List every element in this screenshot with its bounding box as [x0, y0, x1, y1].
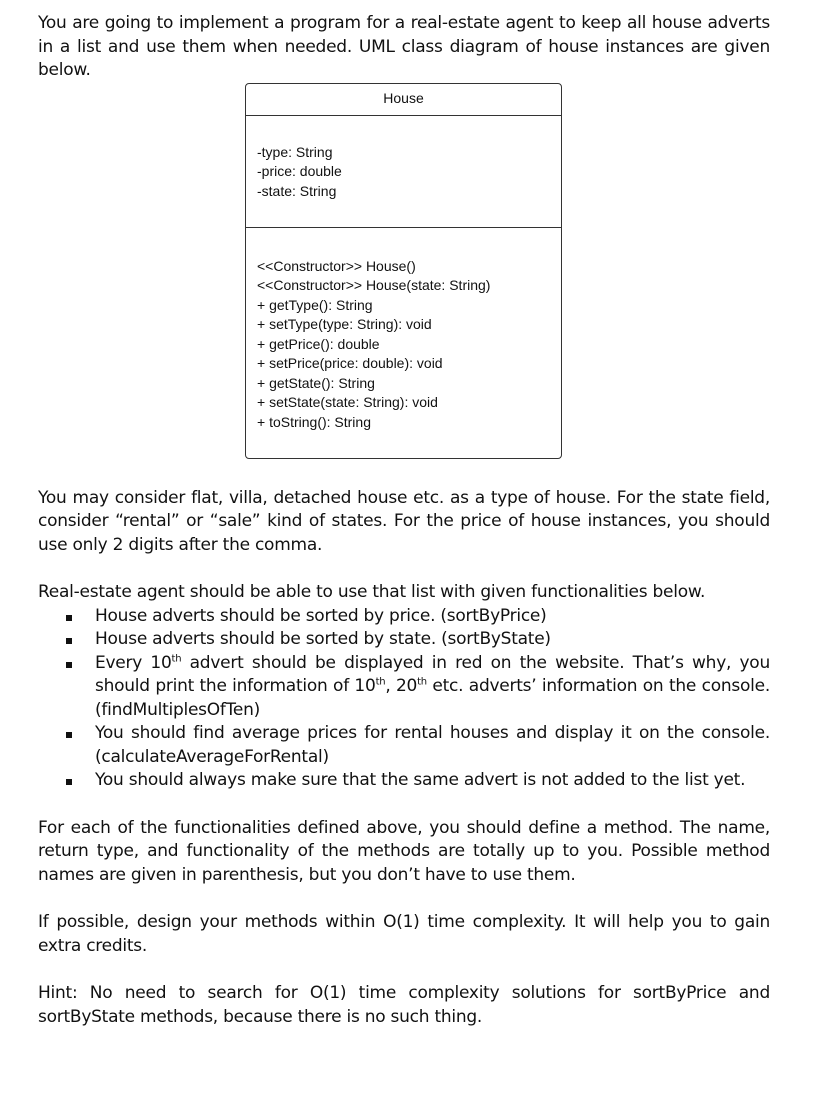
- square-bullet-icon: [66, 638, 72, 644]
- list-item: [38, 605, 770, 629]
- methods-paragraph: For each of the functionalities defined above, you should define a method. The name, return type, and functionality of the methods are totally up to you. Possible method names are given in parenthesis, but you don’t have to use them.: [38, 817, 770, 885]
- ordinal-suffix: th: [417, 676, 427, 688]
- text-part: advert should be displayed in red on the website. That’s why, you should print the information of 10: [95, 652, 770, 696]
- list-intro-paragraph: Real-estate agent should be able to use that list with given functionalities below.: [38, 582, 706, 602]
- square-bullet-icon: [66, 662, 72, 668]
- uml-attribute: -price: double: [257, 163, 342, 179]
- text-part: , 20: [385, 676, 418, 696]
- uml-operation: + toString(): String: [257, 413, 371, 430]
- ordinal-suffix: th: [171, 652, 182, 664]
- list-item-text: You should find average prices for rental houses and display it on the console. (calculateAverageForRental): [95, 723, 770, 767]
- list-item: [38, 722, 770, 769]
- types-paragraph: You may consider flat, villa, detached house etc. as a type of house. For the state field, consider “rental” or “sale” kind of states. For the price of house instances, you should use only 2 digits after the comma.: [38, 487, 770, 555]
- uml-operation: <<Constructor>> House(state: String): [257, 277, 491, 293]
- list-item: [38, 652, 770, 723]
- uml-operation: + getType(): String: [257, 296, 373, 313]
- square-bullet-icon: [66, 615, 72, 621]
- text-part: etc. adverts’ information on the console. (findMultiplesOfTen): [95, 676, 770, 720]
- functionality-list: [38, 605, 770, 793]
- ordinal-suffix: th: [375, 676, 386, 688]
- complexity-paragraph: If possible, design your methods within O(1) time complexity. It will help you to gain extra credits.: [38, 912, 770, 956]
- uml-attribute: -state: String: [257, 182, 337, 199]
- uml-operation: + getPrice(): double: [257, 335, 380, 352]
- uml-operation: <<Constructor>> House(): [257, 257, 416, 274]
- list-item-text: House adverts should be sorted by state. (sortByState): [95, 629, 551, 649]
- intro-paragraph: You are going to implement a program for a real-estate agent to keep all house adverts in a list and use them when needed. UML class diagram of house instances are given below.: [38, 13, 770, 80]
- document-page: [38, 12, 770, 1029]
- square-bullet-icon: [66, 779, 72, 785]
- square-bullet-icon: [66, 732, 72, 738]
- text-part: Every 10: [95, 652, 172, 673]
- uml-operations: [246, 228, 561, 458]
- uml-class-diagram: [245, 83, 562, 459]
- list-item: [38, 628, 770, 652]
- hint-paragraph: Hint: No need to search for O(1) time complexity solutions for sortByPrice and sortByState methods, because there is no such thing.: [38, 983, 770, 1027]
- uml-attribute: -type: String: [257, 143, 333, 160]
- list-item-text: [95, 653, 770, 720]
- uml-class-name: House: [246, 84, 561, 116]
- uml-operation: + getState(): String: [257, 374, 375, 391]
- list-item: [38, 769, 770, 793]
- uml-attributes: [246, 116, 561, 228]
- list-item-text: House adverts should be sorted by price. (sortByPrice): [95, 605, 547, 626]
- uml-operation: + setState(state: String): void: [257, 394, 438, 410]
- uml-operation: + setPrice(price: double): void: [257, 355, 443, 371]
- list-item-text: You should always make sure that the same advert is not added to the list yet.: [95, 770, 746, 790]
- uml-operation: + setType(type: String): void: [257, 316, 432, 332]
